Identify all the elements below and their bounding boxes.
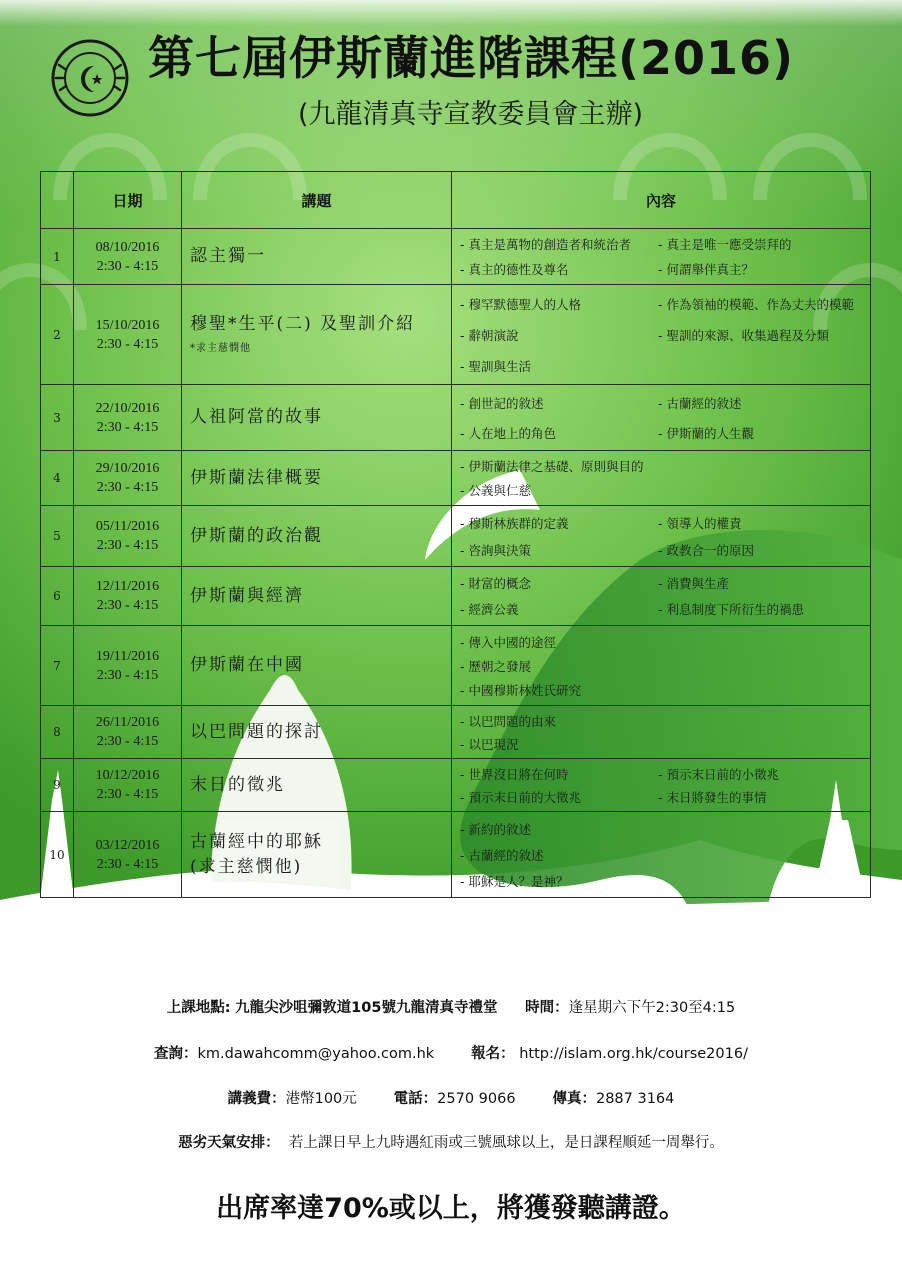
row-topic: 認主獨一 [190,246,266,266]
content-line [460,350,866,381]
table-row [41,706,871,759]
row-topic-cell [182,567,452,626]
row-time: 2:30 - 4:15 [96,538,159,553]
content-line [460,418,866,448]
row-topic: 伊斯蘭與經濟 [190,585,304,606]
attendance-note: 出席率達70%或以上，將獲發聽講證。 [216,1193,686,1224]
row-content-cell [452,759,871,812]
content-line [460,319,866,350]
row-number: 2 [41,285,74,385]
content-item: - 消費與生產 [658,576,729,591]
content-item: - 中國穆斯林姓氏研究 [460,682,581,698]
row-number: 6 [41,567,74,626]
row-topic-cell [182,385,452,451]
content-line [460,762,866,785]
content-line [460,678,866,702]
content-item: - 利息制度下所衍生的禍患 [658,602,804,617]
row-date: 19/11/2016 [95,648,160,664]
content-line [460,816,866,842]
table-row [41,506,871,567]
weather-value: 若上課日早上九時遇紅雨或三號風球以上，是日課程順延一周舉行。 [288,1135,724,1151]
content-item: - 以巴問題的由來 [460,713,556,729]
content-item: - 聖訓與生活 [460,358,531,374]
content-line [460,388,866,418]
header-content: 內容 [452,172,871,229]
header-topic: 講題 [182,172,452,229]
row-topic-cell [182,451,452,506]
footer-location-line [0,996,902,1017]
row-date-cell [74,812,182,898]
content-item: - 真主是唯一應受崇拜的 [658,237,792,252]
row-date-cell [74,759,182,812]
row-date: 05/11/2016 [95,519,160,534]
row-number: 3 [41,385,74,451]
table-header-row [41,172,871,229]
row-date-cell [74,451,182,506]
table-row [41,229,871,285]
content-line [460,478,866,502]
phone-label: 電話： [393,1091,438,1107]
row-time: 2:30 - 4:15 [96,419,159,435]
content-line [460,288,866,319]
content-item: - 財富的概念 [460,576,531,591]
row-date: 12/11/2016 [95,579,160,594]
content-item: - 真主的德性及尊名 [460,262,569,277]
content-line [460,868,866,894]
row-time: 2:30 - 4:15 [96,598,159,613]
row-content-cell [452,506,871,567]
row-date: 15/10/2016 [95,317,160,333]
row-time: 2:30 - 4:15 [96,480,159,495]
footer-weather-line [0,1131,902,1152]
table-row [41,385,871,451]
row-content-cell [452,567,871,626]
row-date: 03/12/2016 [95,837,160,853]
location-label: 上課地點: [166,1000,231,1016]
content-item: - 穆斯林族群的定義 [460,515,569,531]
row-time: 2:30 - 4:15 [96,856,159,872]
row-time: 2:30 - 4:15 [96,336,159,352]
content-item: - 耶穌是人？是神？ [460,873,569,889]
content-line [460,232,866,257]
row-topic-cell [182,706,452,759]
header-num [41,172,74,229]
row-date-cell [74,706,182,759]
content-item: - 新約的敘述 [460,821,531,837]
course-schedule-table [40,171,871,898]
content-line [460,709,866,732]
row-number: 5 [41,506,74,567]
content-line [460,536,866,563]
content-item: - 何謂舉伴真主？ [658,262,754,277]
row-topic-cell [182,506,452,567]
content-line [460,596,866,622]
content-line [460,570,866,596]
table-row [41,626,871,706]
content-item: - 世界沒日將在何時 [460,766,569,782]
content-line [460,785,866,808]
content-line [460,257,866,282]
content-item: - 傳入中國的途徑 [460,634,556,650]
row-time: 2:30 - 4:15 [96,787,159,802]
row-topic: 古蘭經中的耶穌 (求主慈憫他) [190,831,323,877]
row-date: 08/10/2016 [95,239,160,255]
content-item: - 聖訓的來源、收集過程及分類 [658,327,829,343]
register-link[interactable]: http://islam.org.hk/course2016/ [519,1046,748,1062]
content-item: - 經濟公義 [460,602,519,617]
crescent-star-emblem-icon [50,38,130,118]
row-date-cell [74,626,182,706]
footer-fee-line [0,1087,902,1108]
row-time: 2:30 - 4:15 [96,667,159,683]
row-topic-cell [182,759,452,812]
row-number: 7 [41,626,74,706]
page-title: 第七屆伊斯蘭進階課程(2016) [148,31,795,85]
row-content-cell [452,451,871,506]
content-item: - 人在地上的角色 [460,425,556,441]
content-item: - 預示末日前的小徵兆 [658,766,779,782]
row-number: 10 [41,812,74,898]
content-item: - 真主是萬物的創造者和統治者 [460,237,631,252]
location-value: 九龍尖沙咀彌敦道105號九龍清真寺禮堂 [235,1000,498,1016]
content-line [460,842,866,868]
row-content-cell [452,385,871,451]
row-time: 2:30 - 4:15 [96,258,159,274]
table-row [41,759,871,812]
row-topic: 伊斯蘭在中國 [190,655,304,675]
fax-value: 2887 3164 [595,1091,675,1107]
content-item: - 辭朝演說 [460,327,519,343]
row-date-cell [74,229,182,285]
content-item: - 作為領袖的模範、作為丈夫的模範 [658,296,854,312]
row-topic: 人祖阿當的故事 [190,407,323,427]
fee-value: 港幣100元 [285,1091,357,1107]
row-content-cell [452,285,871,385]
header-date: 日期 [74,172,182,229]
content-line [460,454,866,478]
footer-contact-line [0,1042,902,1063]
phone-value: 2570 9066 [437,1091,516,1107]
page-subtitle: (九龍清真寺宣教委員會主辦) [298,99,644,130]
weather-label: 惡劣天氣安排： [178,1135,280,1151]
row-topic-note: *求主慈憫他 [190,343,251,354]
email-link[interactable]: km.dawahcomm@yahoo.com.hk [197,1046,435,1062]
row-date-cell [74,567,182,626]
row-content-cell [452,626,871,706]
row-number: 9 [41,759,74,812]
row-date: 10/12/2016 [95,768,160,783]
row-date: 22/10/2016 [95,400,160,416]
content-item: - 以巴現況 [460,736,519,752]
table-row [41,812,871,898]
fee-label: 講義費： [227,1091,286,1107]
content-item: - 政教合一的原因 [658,542,754,558]
content-item: - 創世記的敘述 [460,395,544,411]
row-date: 26/11/2016 [95,715,160,730]
row-topic: 伊斯蘭的政治觀 [190,525,323,546]
row-topic: 伊斯蘭法律概要 [190,467,323,488]
content-item: - 咨詢與決策 [460,542,531,558]
enquiry-label: 查詢： [154,1046,198,1062]
content-item: - 伊斯蘭的人生觀 [658,425,754,441]
row-content-cell [452,229,871,285]
row-topic-cell [182,812,452,898]
time-value: 逢星期六下午2:30至4:15 [568,1000,736,1016]
content-item: - 預示末日前的大徵兆 [460,789,581,805]
row-number: 1 [41,229,74,285]
register-label: 報名： [471,1046,515,1062]
content-line [460,732,866,755]
row-date: 29/10/2016 [95,461,160,476]
content-item: - 伊斯蘭法律之基礎、原則與目的 [460,459,644,474]
row-number: 4 [41,451,74,506]
row-content-cell [452,706,871,759]
time-label: 時間： [525,1000,569,1016]
row-date-cell [74,285,182,385]
table-row [41,451,871,506]
row-topic: 末日的徵兆 [190,774,285,795]
row-topic: 以巴問題的探討 [190,721,323,742]
row-time: 2:30 - 4:15 [96,734,159,749]
content-item: - 公義與仁慈 [460,483,531,498]
content-line [460,654,866,678]
content-item: - 穆罕默德聖人的人格 [460,296,581,312]
row-topic-cell [182,285,452,385]
row-topic: 穆聖*生平(二) 及聖訓介紹 [190,314,416,334]
content-line [460,509,866,536]
fax-label: 傳真： [552,1091,596,1107]
row-date-cell [74,385,182,451]
content-item: - 古蘭經的敘述 [658,395,742,411]
row-topic-cell [182,626,452,706]
content-item: - 領導人的權責 [658,515,742,531]
content-item: - 歷朝之發展 [460,658,531,674]
row-topic-cell [182,229,452,285]
table-row [41,285,871,385]
row-content-cell [452,812,871,898]
content-item: - 末日將發生的事情 [658,789,767,805]
table-row [41,567,871,626]
row-date-cell [74,506,182,567]
row-number: 8 [41,706,74,759]
content-item: - 古蘭經的敘述 [460,847,544,863]
content-line [460,630,866,654]
